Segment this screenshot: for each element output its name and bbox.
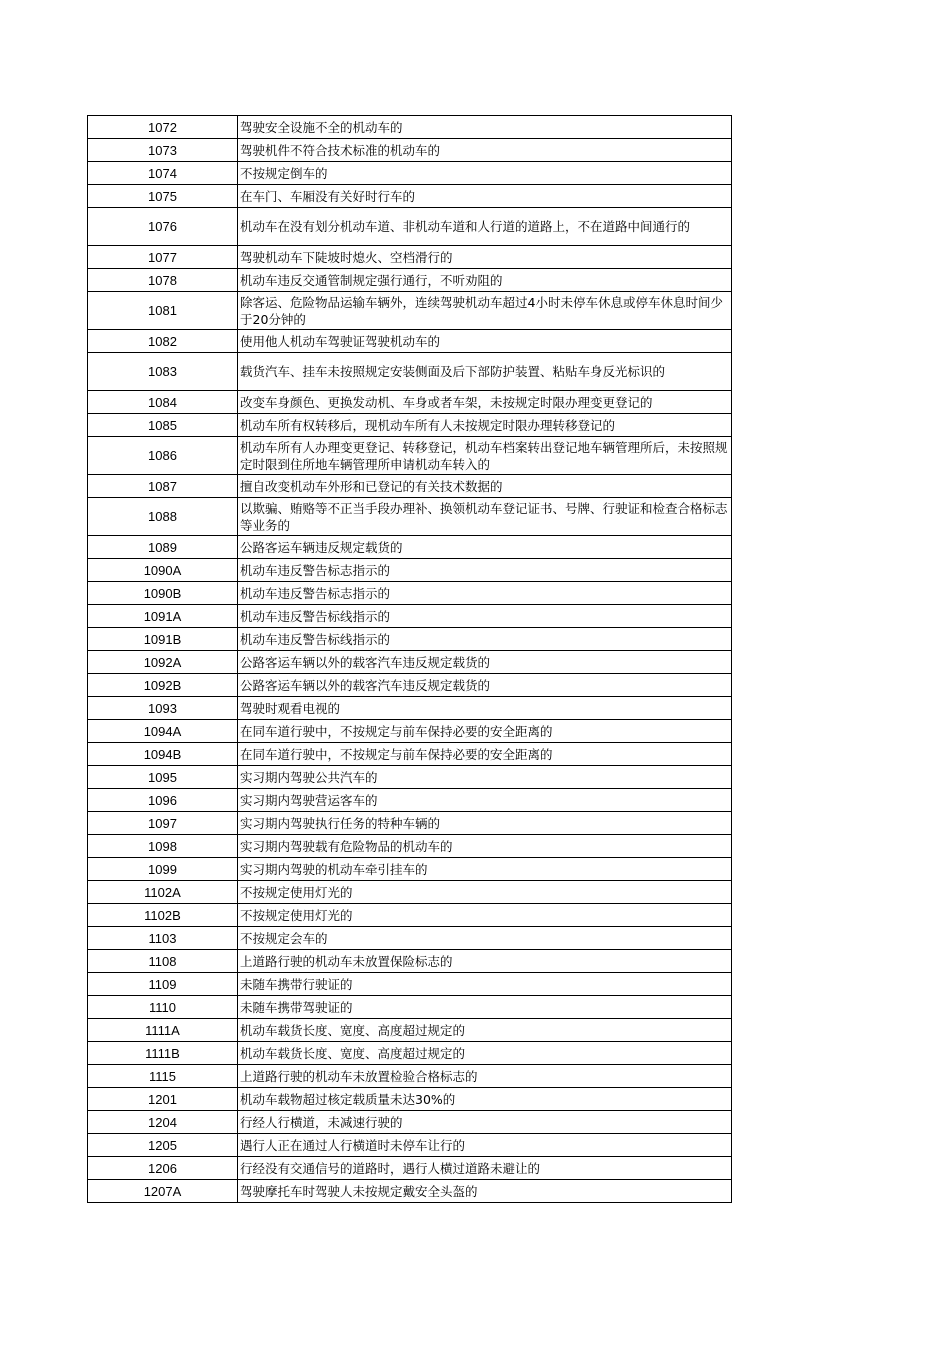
violation-description-cell: 实习期内驾驶营运客车的 xyxy=(238,789,732,812)
table-row xyxy=(88,475,732,498)
violation-description-cell: 驾驶机件不符合技术标准的机动车的 xyxy=(238,139,732,162)
violation-description-cell: 驾驶安全设施不全的机动车的 xyxy=(238,116,732,139)
table-row xyxy=(88,414,732,437)
violation-description-cell: 改变车身颜色、更换发动机、车身或者车架，未按规定时限办理变更登记的 xyxy=(238,391,732,414)
table-row xyxy=(88,766,732,789)
table-row xyxy=(88,1134,732,1157)
table-row xyxy=(88,950,732,973)
table-row xyxy=(88,330,732,353)
table-row xyxy=(88,812,732,835)
violation-description-cell: 公路客运车辆以外的载客汽车违反规定载货的 xyxy=(238,651,732,674)
violation-code-cell: 1097 xyxy=(88,812,238,835)
violation-code-cell: 1074 xyxy=(88,162,238,185)
violation-description-cell: 在同车道行驶中，不按规定与前车保持必要的安全距离的 xyxy=(238,743,732,766)
violation-description-cell: 实习期内驾驶载有危险物品的机动车的 xyxy=(238,835,732,858)
violation-code-cell: 1096 xyxy=(88,789,238,812)
table-row xyxy=(88,720,732,743)
table-row xyxy=(88,162,732,185)
table-row xyxy=(88,208,732,246)
violation-description-cell: 行经没有交通信号的道路时，遇行人横过道路未避让的 xyxy=(238,1157,732,1180)
violation-code-cell: 1099 xyxy=(88,858,238,881)
violation-description-cell: 机动车违反警告标线指示的 xyxy=(238,605,732,628)
violation-code-cell: 1111A xyxy=(88,1019,238,1042)
table-row xyxy=(88,628,732,651)
violation-code-cell: 1076 xyxy=(88,208,238,246)
violation-code-cell: 1102B xyxy=(88,904,238,927)
table-row xyxy=(88,292,732,330)
violation-description-cell: 除客运、危险物品运输车辆外，连续驾驶机动车超过4小时未停车休息或停车休息时间少于20分钟的 xyxy=(238,292,732,330)
violation-description-cell: 擅自改变机动车外形和已登记的有关技术数据的 xyxy=(238,475,732,498)
table-row xyxy=(88,996,732,1019)
table-row xyxy=(88,927,732,950)
violation-description-cell: 机动车违反警告标志指示的 xyxy=(238,582,732,605)
violation-code-cell: 1093 xyxy=(88,697,238,720)
violation-code-cell: 1075 xyxy=(88,185,238,208)
violation-code-cell: 1207A xyxy=(88,1180,238,1203)
violation-description-cell: 不按规定使用灯光的 xyxy=(238,881,732,904)
violation-description-cell: 驾驶摩托车时驾驶人未按规定戴安全头盔的 xyxy=(238,1180,732,1203)
table-row xyxy=(88,881,732,904)
table-row xyxy=(88,651,732,674)
violation-description-cell: 以欺骗、贿赂等不正当手段办理补、换领机动车登记证书、号牌、行驶证和检查合格标志等业务的 xyxy=(238,498,732,536)
violation-description-cell: 实习期内驾驶公共汽车的 xyxy=(238,766,732,789)
violation-code-cell: 1201 xyxy=(88,1088,238,1111)
table-row xyxy=(88,269,732,292)
violation-description-cell: 机动车违反警告标线指示的 xyxy=(238,628,732,651)
violation-description-cell: 实习期内驾驶执行任务的特种车辆的 xyxy=(238,812,732,835)
violation-code-cell: 1206 xyxy=(88,1157,238,1180)
violation-code-cell: 1204 xyxy=(88,1111,238,1134)
table-row xyxy=(88,789,732,812)
violation-code-cell: 1082 xyxy=(88,330,238,353)
violation-description-cell: 驾驶时观看电视的 xyxy=(238,697,732,720)
table-row xyxy=(88,1157,732,1180)
violation-code-cell: 1092A xyxy=(88,651,238,674)
table-row xyxy=(88,743,732,766)
violation-description-cell: 遇行人正在通过人行横道时未停车让行的 xyxy=(238,1134,732,1157)
violation-description-cell: 不按规定倒车的 xyxy=(238,162,732,185)
violation-code-cell: 1092B xyxy=(88,674,238,697)
violation-code-cell: 1091A xyxy=(88,605,238,628)
violation-code-cell: 1087 xyxy=(88,475,238,498)
table-row xyxy=(88,582,732,605)
violation-code-cell: 1072 xyxy=(88,116,238,139)
table-row xyxy=(88,1088,732,1111)
violation-description-cell: 公路客运车辆以外的载客汽车违反规定载货的 xyxy=(238,674,732,697)
violation-code-cell: 1089 xyxy=(88,536,238,559)
violation-description-cell: 未随车携带驾驶证的 xyxy=(238,996,732,1019)
violation-code-cell: 1084 xyxy=(88,391,238,414)
table-row xyxy=(88,904,732,927)
table-row xyxy=(88,605,732,628)
table-body xyxy=(88,116,732,1203)
violation-code-cell: 1078 xyxy=(88,269,238,292)
violation-description-cell: 不按规定会车的 xyxy=(238,927,732,950)
table-row xyxy=(88,139,732,162)
violation-description-cell: 载货汽车、挂车未按照规定安装侧面及后下部防护装置、粘贴车身反光标识的 xyxy=(238,353,732,391)
table-row xyxy=(88,1042,732,1065)
violation-description-cell: 上道路行驶的机动车未放置检验合格标志的 xyxy=(238,1065,732,1088)
violation-description-cell: 机动车所有人办理变更登记、转移登记，机动车档案转出登记地车辆管理所后，未按照规定时限到住所地车辆管理所申请机动车转入的 xyxy=(238,437,732,475)
violation-code-cell: 1081 xyxy=(88,292,238,330)
violation-code-cell: 1077 xyxy=(88,246,238,269)
violation-description-cell: 驾驶机动车下陡坡时熄火、空档滑行的 xyxy=(238,246,732,269)
violation-code-cell: 1073 xyxy=(88,139,238,162)
violation-code-cell: 1103 xyxy=(88,927,238,950)
table-row xyxy=(88,116,732,139)
violation-code-cell: 1094B xyxy=(88,743,238,766)
table-row xyxy=(88,391,732,414)
violation-description-cell: 机动车所有权转移后，现机动车所有人未按规定时限办理转移登记的 xyxy=(238,414,732,437)
table-row xyxy=(88,1065,732,1088)
table-row xyxy=(88,1019,732,1042)
violation-code-cell: 1095 xyxy=(88,766,238,789)
table-row xyxy=(88,536,732,559)
violation-description-cell: 实习期内驾驶的机动车牵引挂车的 xyxy=(238,858,732,881)
violation-description-cell: 使用他人机动车驾驶证驾驶机动车的 xyxy=(238,330,732,353)
violation-code-cell: 1094A xyxy=(88,720,238,743)
violation-code-cell: 1110 xyxy=(88,996,238,1019)
violation-description-cell: 机动车违反警告标志指示的 xyxy=(238,559,732,582)
violation-code-cell: 1083 xyxy=(88,353,238,391)
violation-code-cell: 1109 xyxy=(88,973,238,996)
violation-description-cell: 不按规定使用灯光的 xyxy=(238,904,732,927)
violation-code-cell: 1091B xyxy=(88,628,238,651)
violation-description-cell: 上道路行驶的机动车未放置保险标志的 xyxy=(238,950,732,973)
table-row xyxy=(88,437,732,475)
violation-code-cell: 1115 xyxy=(88,1065,238,1088)
violation-description-cell: 在车门、车厢没有关好时行车的 xyxy=(238,185,732,208)
violation-code-cell: 1098 xyxy=(88,835,238,858)
violation-code-cell: 1102A xyxy=(88,881,238,904)
violation-description-cell: 未随车携带行驶证的 xyxy=(238,973,732,996)
table-row xyxy=(88,246,732,269)
violation-description-cell: 机动车载货长度、宽度、高度超过规定的 xyxy=(238,1042,732,1065)
table-row xyxy=(88,353,732,391)
violation-code-cell: 1205 xyxy=(88,1134,238,1157)
table-row xyxy=(88,674,732,697)
table-row xyxy=(88,498,732,536)
violation-code-cell: 1111B xyxy=(88,1042,238,1065)
table-row xyxy=(88,559,732,582)
violation-code-cell: 1090B xyxy=(88,582,238,605)
table-row xyxy=(88,1180,732,1203)
violation-description-cell: 公路客运车辆违反规定载货的 xyxy=(238,536,732,559)
violation-description-cell: 机动车载货长度、宽度、高度超过规定的 xyxy=(238,1019,732,1042)
violation-code-cell: 1090A xyxy=(88,559,238,582)
table-row xyxy=(88,1111,732,1134)
table-row xyxy=(88,973,732,996)
violation-description-cell: 机动车违反交通管制规定强行通行，不听劝阻的 xyxy=(238,269,732,292)
violation-code-cell: 1088 xyxy=(88,498,238,536)
table-row xyxy=(88,697,732,720)
table-row xyxy=(88,835,732,858)
violation-description-cell: 机动车载物超过核定载质量未达30%的 xyxy=(238,1088,732,1111)
table-row xyxy=(88,858,732,881)
violation-description-cell: 行经人行横道，未减速行驶的 xyxy=(238,1111,732,1134)
violation-description-cell: 机动车在没有划分机动车道、非机动车道和人行道的道路上，不在道路中间通行的 xyxy=(238,208,732,246)
table-row xyxy=(88,185,732,208)
violation-code-cell: 1086 xyxy=(88,437,238,475)
violation-description-cell: 在同车道行驶中，不按规定与前车保持必要的安全距离的 xyxy=(238,720,732,743)
violation-code-table xyxy=(87,115,732,1203)
violation-code-cell: 1085 xyxy=(88,414,238,437)
violation-code-cell: 1108 xyxy=(88,950,238,973)
